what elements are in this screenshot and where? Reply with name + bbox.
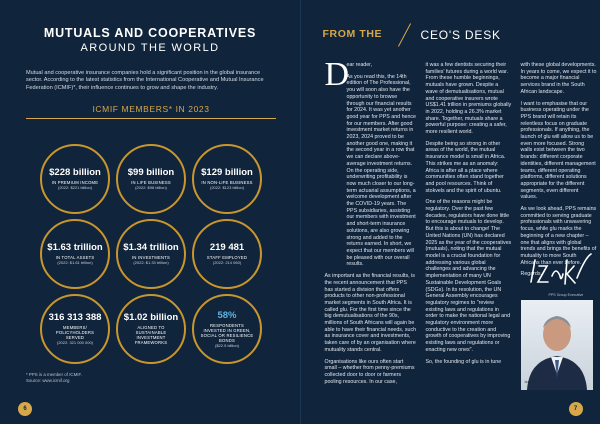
stat-label: IN PREMIUM INCOME [51, 180, 99, 185]
stat-label: MEMBERS/ POLICYHOLDERS SERVED [55, 325, 95, 340]
stat-label: IN INVESTMENTS [132, 255, 170, 260]
stat-value: 316 313 388 [48, 312, 102, 323]
stat-investments [116, 219, 186, 289]
paragraph: As we look ahead, PPS remains committed to serving graduate professionals with unwavering focus, while glu marks the beginning of a new chapter – one that aligns with global trends and brings the benefits of mutuality to more South Africans than ever before. [520, 206, 597, 266]
stat-value: $99 billion [127, 167, 175, 178]
signature-image [525, 252, 595, 294]
members-heading: ICMIF MEMBERS* IN 2023 [26, 104, 276, 119]
stat-value: $1.02 billion [123, 312, 179, 323]
right-page [300, 0, 600, 424]
stat-sub: (2022: $1.61 trillion) [57, 260, 93, 265]
signature-caption: PPS Group Executive [548, 293, 584, 297]
page-number-left: 6 [18, 402, 32, 416]
stat-sub: (2022: 321 000 000) [56, 340, 94, 345]
stat-members-served [40, 294, 110, 364]
stat-sub: ($22.5 billion) [214, 342, 239, 348]
article-column-1 [324, 56, 417, 390]
regards: Regards, [520, 271, 542, 278]
left-title-line2: AROUND THE WORLD [80, 42, 220, 54]
paragraph: Organisations like ours often start small – whether from penny-premiums collected door to door or farmers pooling resources. In our case, [324, 358, 415, 385]
stat-premium-income [40, 144, 110, 214]
footnotes [26, 372, 82, 384]
stat-value: $1.63 trillion [47, 242, 103, 253]
footnote-member: * PPS is a member of ICMIF. [26, 372, 82, 377]
stat-green-bonds [192, 294, 262, 364]
from-the-label: FROM THE [322, 28, 383, 40]
stat-sub: (2022: $221 billion) [57, 185, 93, 190]
stat-label: ALIGNED TO SUSTAINABLE INVESTMENT FRAMEWORKS [134, 325, 168, 345]
paragraph: with these global developments. In years to come, we expect it to become a major financial services brand in the South African landscape. [520, 62, 597, 95]
paragraph: it was a few dentists securing their families' futures during a world war. From these humble beginnings, mutuals have grown. Despite a wave of demutualisations, mutual and cooperative insurers wrote US$1.41 trillion in premiums globally in 2022, holding a 26.3% market share. Together, mutuals share a powerful purpose: creating a safer, more resilient world. [425, 62, 512, 136]
footnote-source: Source: www.icmif.org [26, 378, 70, 383]
stat-non-life-business [192, 144, 262, 214]
paragraph: As you read this, the 14th edition of The Professional, you will soon also have the opportunity to browse through our financial results for 2024. It was yet another good year for PPS and hence for our members. After good investment market returns in 2023, 2024 proved to be another good one, making it the second year in a row that we can declare above-average investment returns. On the operating side, underwriting profitability is now much closer to our long-term actuarial assumptions, a welcome development after the COVID-19 years. The PPS subsidiaries, assisting our members with investment and short-term insurance solutions, are also growing strong and added to the returns earned. In short, we expect that our members will be pleased with our overall results. [346, 73, 416, 268]
portrait-name: Izak Smit [524, 380, 541, 384]
stat-sub: (2022: $123 billion) [209, 185, 245, 190]
article-column-3 [521, 62, 597, 283]
stat-label: IN LIFE BUSINESS [131, 180, 171, 185]
intro-paragraph: Mutual and cooperative insurance companies hold a significant position in the global insurance sector. According to the latest statistics from the International Cooperative and Mutual Insurance Federation (ICMIF)*, their influence continues to grow and shape the industry. [26, 70, 264, 91]
left-title [0, 26, 300, 54]
stat-label: RESPONDENTS INVESTED IN GREEN, SOCIAL OR RESILIENCE BONDS [200, 322, 254, 343]
paragraph: As important as the financial results, is the recent announcement that PPS has started a division that offers products to other non-professional market segments in South Africa. It is called glu. For the first time since the big demutualisations of the 90s, millions of South Africans will again be able to have their financial needs, such as insurance cover and investments, taken care of by an organisation where mutuality stands central. [324, 273, 417, 353]
paragraph: One of the reasons might be regulatory. Over the past few decades, regulators have done little to encourage mutuals to develop. But this is about to change! The United Nations (UN) has declared 2025 as the year of the cooperatives (mutuals), noting that the mutual model is a crucial foundation for addressing various global challenges and advancing the implementation of many UN Sustainable Development Goals (SDGs). In its resolution, the UN General Assembly encourages regulatory regimes to "review existing laws and regulations in order to make the national legal and regulatory environment more conductive to the creation and growth of cooperatives by improving existing laws and regulations or enacting new ones". [425, 199, 512, 353]
drop-cap: D [324, 56, 350, 93]
left-title-line1: MUTUALS AND COOPERATIVES [43, 26, 257, 40]
stat-sub: (2022: $98 billion) [135, 185, 167, 190]
paragraph: I want to emphasise that our business operating under the PPS brand will retain its relentless focus on graduate professionals. If anything, the launch of glu will allow us to be even more focused. Strong walls exist between the two brands: different corporate identities, different management teams, different operating platforms, different solutions appropriate for the different segments, even different values. [520, 100, 596, 201]
stat-life-business [116, 144, 186, 214]
stat-sub: (2022: 214 060) [212, 260, 242, 265]
ceo-desk-title: CEO'S DESK [420, 28, 501, 42]
stat-value: 219 481 [209, 242, 245, 253]
article-column-2 [426, 62, 512, 370]
ceo-portrait [521, 300, 593, 390]
slash-divider [397, 23, 410, 46]
stat-label: IN NON-LIFE BUSINESS [201, 180, 253, 185]
paragraph: Despite being so strong in other areas of the world, the mutual insurance model is small in Africa. This strikes me as an anomaly: Africa is after all a place where communities often stand together and pool resources. Think of stokvels and the spirit of ubuntu. [425, 140, 506, 194]
stat-label: IN TOTAL ASSETS [55, 255, 95, 260]
portrait-figure [521, 300, 593, 390]
stat-value: $228 billion [49, 167, 101, 178]
stat-staff-employed [192, 219, 262, 289]
stat-value: $129 billion [201, 167, 253, 178]
stat-total-assets [40, 219, 110, 289]
stat-sub: (2022: $1.33 trillion) [133, 260, 169, 265]
page-number-right: 7 [569, 402, 583, 416]
paragraph: So, the founding of glu is in tune [425, 358, 502, 365]
salutation: ear reader, [346, 62, 373, 68]
stat-sustainable-investment [116, 294, 186, 364]
stat-value: $1.34 trillion [123, 242, 179, 253]
stat-label: STAFF EMPLOYED [206, 255, 248, 260]
stat-value: 58% [217, 309, 237, 321]
